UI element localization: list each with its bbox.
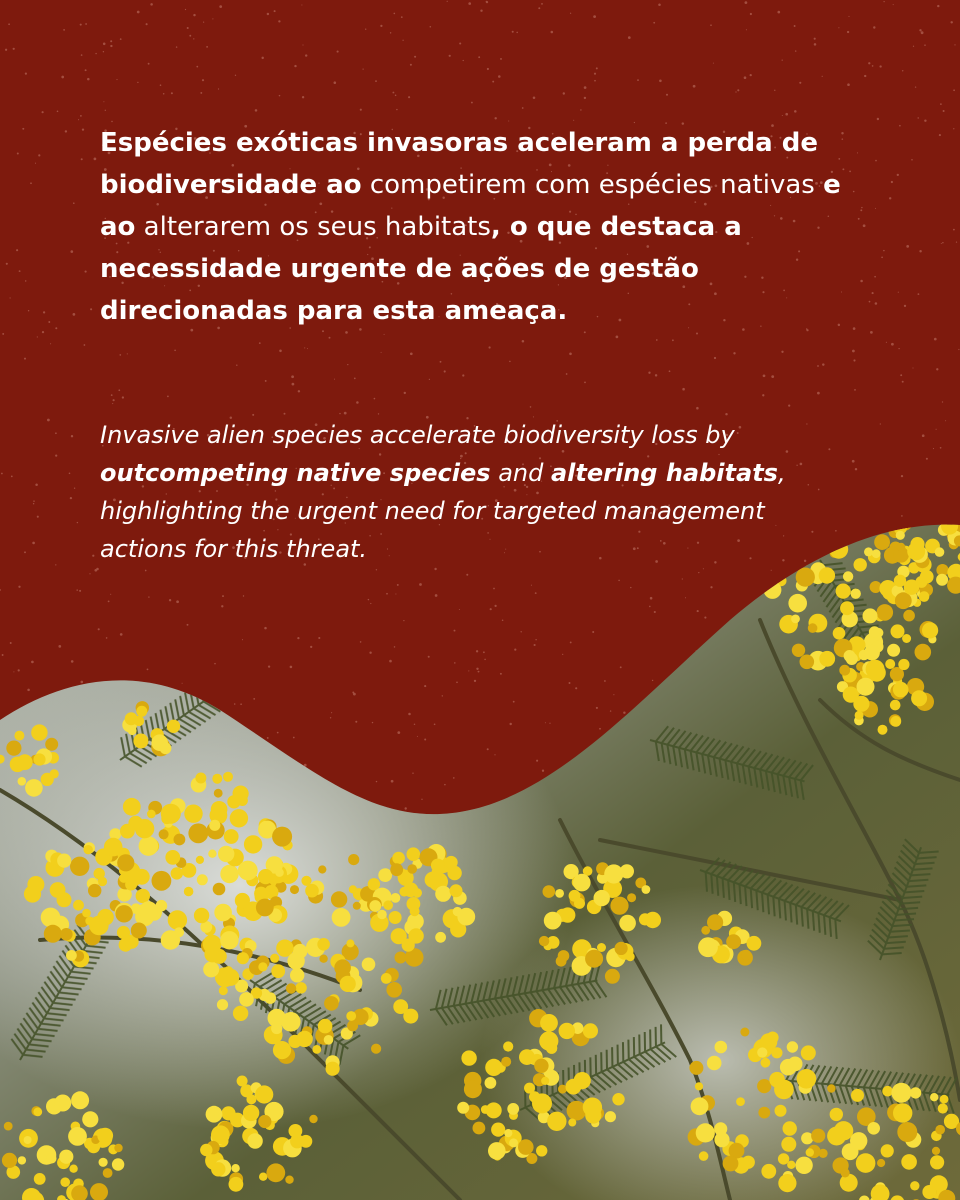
en-regular-intro: Invasive alien species accelerate biodiversity loss by [100, 421, 735, 449]
en-regular-conclusion: , highlighting the urgent need for targeted management actions for this threat. [100, 459, 786, 563]
pt-regular-competing: competirem com espécies nativas [361, 170, 824, 200]
pt-regular-altering: alterarem os seus habitats [135, 212, 491, 242]
en-bold-outcompeting: outcompeting native species [100, 459, 491, 487]
en-bold-altering: altering habitats [550, 459, 778, 487]
pt-bold-intro: Espécies exóticas invasoras aceleram a perda de biodiversidade ao [100, 128, 818, 200]
english-statement [100, 416, 800, 568]
portuguese-statement [100, 122, 880, 332]
pt-bold-conclusion: , o que destaca a necessidade urgente de ações de gestão direcionadas para esta ameaça. [100, 212, 742, 326]
en-regular-and: and [490, 459, 551, 487]
pt-bold-and: e ao [100, 170, 841, 242]
